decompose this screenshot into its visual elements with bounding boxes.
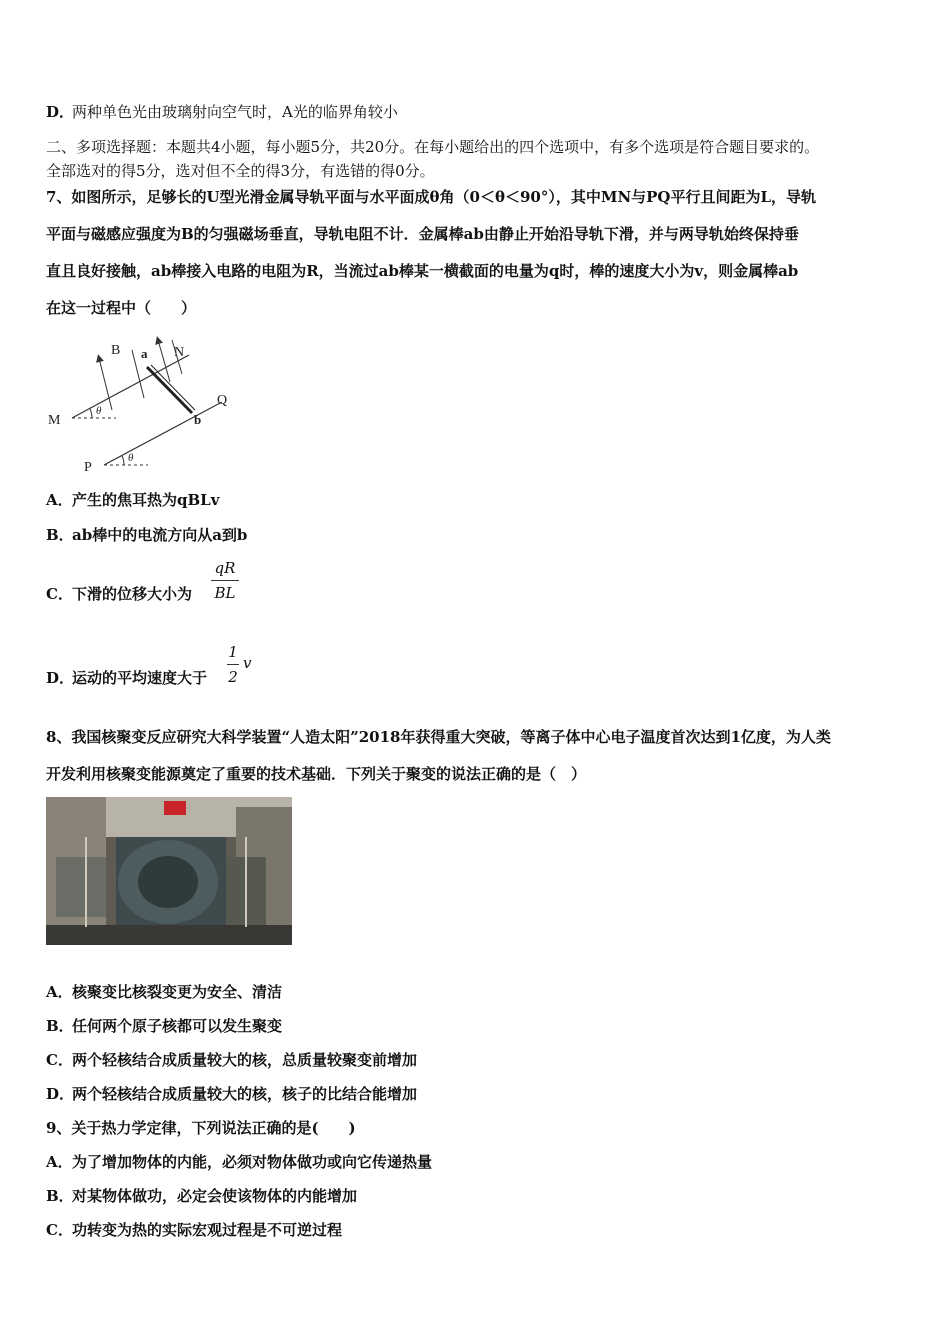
option-letter: B． (46, 1187, 74, 1205)
fraction-one-half (227, 642, 239, 687)
option-text: 任何两个原子核都可以发生聚变 (72, 1017, 283, 1035)
option-text: 下滑的位移大小为 (72, 585, 193, 603)
q9-option-a (46, 1152, 432, 1172)
label-m: M (48, 413, 61, 428)
option-letter: B． (46, 526, 74, 544)
label-theta: θ (128, 452, 134, 464)
option-text: 两种单色光由玻璃射向空气时，A光的临界角较小 (72, 103, 398, 121)
option-text: 两个轻核结合成质量较大的核，总质量较聚变前增加 (72, 1051, 418, 1069)
q7-stem-line-4: 在这一过程中（ ） (46, 299, 197, 317)
q7-option-c (46, 584, 192, 604)
rail-pq (104, 402, 222, 465)
rod-ab (147, 367, 192, 413)
label-theta: θ (96, 405, 102, 417)
section-heading-line-1: 二、多项选择题：本题共4小题，每小题5分，共20分。在每小题给出的四个选项中，有多个选项是符合题目要求的。 (46, 138, 820, 156)
option-letter: D． (46, 669, 75, 687)
label-p: P (84, 460, 92, 475)
q7-stem-line-1: 7、如图所示，足够长的U型光滑金属导轨平面与水平面成θ角（0＜θ＜90°），其中MN与PQ平行且间距为L，导轨 (46, 188, 817, 206)
fraction-denominator: 2 (228, 668, 238, 686)
q8-option-d (46, 1084, 417, 1104)
field-arrow (158, 340, 170, 382)
q8-stem-line-1: 8、我国核聚变反应研究大科学装置“人造太阳”2018年获得重大突破，等离子体中心电子温度首次达到1亿度，为人类 (46, 728, 831, 746)
label-n: N (174, 345, 185, 360)
option-text: 运动的平均速度大于 (72, 669, 208, 687)
q8-option-c (46, 1050, 417, 1070)
option-text: 功转变为热的实际宏观过程是不可逆过程 (72, 1221, 343, 1239)
fraction-bar (211, 580, 239, 581)
label-b-field: B (111, 343, 121, 358)
q8-option-b (46, 1016, 282, 1036)
option-letter: A． (46, 1153, 73, 1171)
velocity-symbol: v (243, 654, 252, 672)
q6-option-d (46, 102, 398, 122)
label-q: Q (217, 393, 228, 408)
fraction-bar (227, 664, 239, 665)
option-letter: D． (46, 103, 75, 121)
q8-option-a (46, 982, 282, 1002)
option-text: 为了增加物体的内能，必须对物体做功或向它传递热量 (72, 1153, 433, 1171)
option-text: 两个轻核结合成质量较大的核，核子的比结合能增加 (72, 1085, 418, 1103)
q9-option-c (46, 1220, 342, 1240)
fraction-numerator: 1 (228, 643, 238, 661)
option-letter: C． (46, 1221, 73, 1239)
option-letter: D． (46, 1085, 75, 1103)
label-a: a (141, 346, 148, 361)
q9-option-b (46, 1186, 357, 1206)
rail-diagram (44, 330, 244, 478)
option-letter: C． (46, 1051, 73, 1069)
q9-stem: 9、关于热力学定律，下列说法正确的是( ) (46, 1119, 356, 1137)
fraction-numerator: qR (214, 559, 236, 577)
section-heading-line-2: 全部选对的得5分，选对但不全的得3分，有选错的得0分。 (46, 162, 435, 180)
option-letter: A． (46, 983, 73, 1001)
q8-stem-line-2: 开发利用核聚变能源奠定了重要的技术基础．下列关于聚变的说法正确的是（ ） (46, 765, 587, 783)
option-text: 核聚变比核裂变更为安全、清洁 (72, 983, 283, 1001)
q7-option-b (46, 525, 247, 545)
option-letter: C． (46, 585, 73, 603)
fusion-device-photo (46, 797, 292, 945)
q7-option-d (46, 668, 207, 688)
option-letter: B． (46, 1017, 74, 1035)
q7-stem-line-2: 平面与磁感应强度为B的匀强磁场垂直，导轨电阻不计．金属棒ab由静止开始沿导轨下滑，并与两导轨始终保持垂 (46, 225, 799, 243)
q7-stem-line-3: 直且良好接触，ab棒接入电路的电阻为R，当流过ab棒某一横截面的电量为q时，棒的速度大小为v，则金属棒ab (46, 262, 799, 280)
label-b-end: b (194, 412, 202, 427)
option-text: 产生的焦耳热为qBLv (72, 491, 220, 509)
option-text: 对某物体做功，必定会使该物体的内能增加 (72, 1187, 358, 1205)
option-letter: A． (46, 491, 73, 509)
option-text: ab棒中的电流方向从a到b (72, 526, 248, 544)
fraction-qr-bl (211, 558, 239, 603)
fraction-denominator: BL (214, 584, 236, 602)
q7-option-a (46, 490, 219, 510)
